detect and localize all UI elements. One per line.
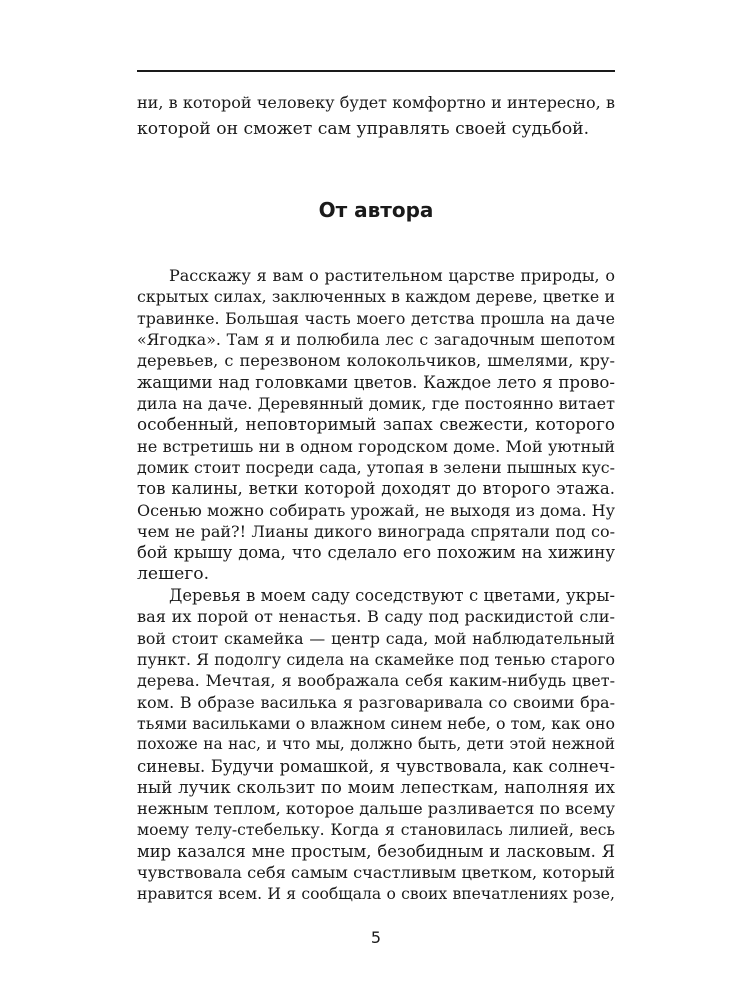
paragraph-line: травинке. Большая часть моего детства прошла на даче xyxy=(137,308,615,328)
paragraph-line: мир казался мне простым, безобидным и ласковым. Я xyxy=(137,842,615,861)
paragraph-line: тов калины, ветки которой доходят до второго этажа. xyxy=(137,479,615,499)
paragraph-line: особенный, неповторимый запах свежести, которого xyxy=(137,414,615,435)
paragraph-line: скрытых силах, заключенных в каждом дереве, цветке и xyxy=(137,287,615,307)
book-page xyxy=(137,0,615,1000)
paragraph-line: тьями васильками о влажном синем небе, о том, как оно xyxy=(137,714,615,733)
paragraph-line: дерева. Мечтая, я воображала себя каким-нибудь цвет- xyxy=(137,671,615,691)
paragraph-line: ком. В образе василька я разговаривала со своими бра- xyxy=(137,692,615,712)
top-rule xyxy=(137,70,615,72)
paragraph-line: вая их порой от ненастья. В саду под раскидистой сли- xyxy=(137,607,615,627)
paragraph-line: моему телу-стебельку. Когда я становилась лилией, весь xyxy=(137,820,615,839)
paragraph-line: лешего. xyxy=(137,563,210,584)
paragraph-line: вой стоит скамейка — центр сада, мой наблюдательный xyxy=(137,628,615,648)
paragraph-line: Деревья в моем саду соседствуют с цветами, укры- xyxy=(169,586,615,605)
paragraph-line: деревьев, с перезвоном колокольчиков, шмелями, кру- xyxy=(137,351,615,371)
paragraph-line: дила на даче. Деревянный домик, где постоянно витает xyxy=(137,394,615,413)
paragraph-line: нежным теплом, которое дальше разливается по всему xyxy=(137,799,615,819)
paragraph-line: чем не рай?! Лианы дикого винограда спрятали под со- xyxy=(137,522,615,541)
paragraph-line: ный лучик скользит по моим лепесткам, наполняя их xyxy=(137,778,615,797)
paragraph-line: Расскажу я вам о растительном царстве природы, о xyxy=(169,266,615,285)
paragraph-line: синевы. Будучи ромашкой, я чувствовала, как солнеч- xyxy=(137,756,615,776)
paragraph-line: Осенью можно собирать урожай, не выходя из дома. Ну xyxy=(137,500,615,520)
paragraph-line: бой крышу дома, что сделало его похожим на хижину xyxy=(137,543,615,563)
paragraph-line: нравится всем. И я сообщала о своих впечатлениях розе, xyxy=(137,884,615,903)
page-number: 5 xyxy=(370,928,382,947)
paragraph-line: жащими над головками цветов. Каждое лето я прово- xyxy=(137,372,615,392)
paragraph-line: домик стоит посреди сада, утопая в зелени пышных кус- xyxy=(137,458,615,477)
intro-line: которой он сможет сам управлять своей судьбой. xyxy=(137,119,590,139)
paragraph-line: пункт. Я подолгу сидела на скамейке под тенью старого xyxy=(137,650,615,669)
intro-line: ни, в которой человеку будет комфортно и интересно, в xyxy=(137,93,615,112)
paragraph-line: чувствовала себя самым счастливым цветком, который xyxy=(137,863,615,883)
paragraph-line: похоже на нас, и что мы, должно быть, дети этой нежной xyxy=(137,735,615,754)
paragraph-line: «Ягодка». Там я и полюбила лес с загадочным шепотом xyxy=(137,330,615,349)
section-heading: От автора xyxy=(318,198,434,222)
paragraph-line: не встретишь ни в одном городском доме. Мой уютный xyxy=(137,436,615,456)
